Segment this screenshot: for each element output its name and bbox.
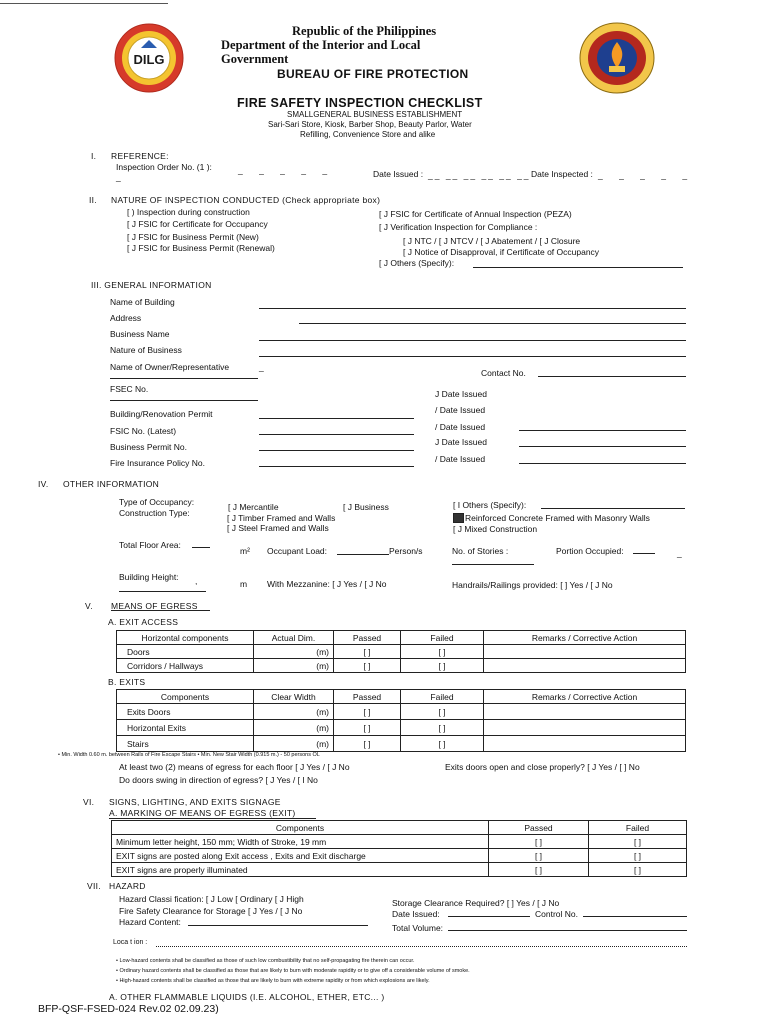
checklist-title: FIRE SAFETY INSPECTION CHECKLIST xyxy=(237,96,483,110)
section-4-title: OTHER INFORMATION xyxy=(63,479,160,489)
dimension-cell[interactable]: (m) xyxy=(254,659,334,673)
name-of-building-line[interactable] xyxy=(259,308,686,309)
owner-line[interactable] xyxy=(110,378,258,379)
remarks-cell[interactable] xyxy=(484,704,686,720)
occupancy-business[interactable]: [ J Business xyxy=(343,502,389,512)
location-line[interactable] xyxy=(156,946,687,947)
reference-date-inspected-label: Date Inspected : xyxy=(531,169,593,179)
passed-checkbox[interactable]: [ ] xyxy=(334,720,401,736)
remarks-cell[interactable] xyxy=(484,645,686,659)
exits-header: Passed xyxy=(334,690,401,704)
checklist-subtitle-1: SMALLGENERAL BUSINESS ESTABLISHMENT xyxy=(287,110,463,119)
failed-checkbox[interactable]: [ ] xyxy=(401,720,484,736)
exit-access-title: A. EXIT ACCESS xyxy=(108,617,179,627)
construction-type-label: Construction Type: xyxy=(119,508,190,518)
signage-header: Failed xyxy=(589,821,687,835)
section-4-number: IV. xyxy=(38,479,49,489)
renovation-permit-label: Building/Renovation Permit xyxy=(110,409,213,419)
handrails-option[interactable]: Handrails/Railings provided: [ ] Yes / [ J No xyxy=(452,580,613,590)
option-fsic-business-renewal[interactable]: [ J FSIC for Business Permit (Renewal) xyxy=(127,243,275,253)
insurance-date-line[interactable] xyxy=(519,463,686,464)
section-7-number: VII. xyxy=(87,881,101,891)
rc-checkbox[interactable] xyxy=(453,513,464,523)
exit-signage-table xyxy=(111,820,687,877)
hazard-classification[interactable]: Hazard Classi fication: [ J Low [ Ordinary [ J High xyxy=(119,894,304,904)
section-2-number: II. xyxy=(89,195,97,205)
renovation-permit-line[interactable] xyxy=(259,418,414,419)
insurance-line[interactable] xyxy=(259,466,414,467)
ordinary-hazard-note: • Ordinary hazard contents shall be classified as those that are likely to burn with moderate rapidity or to give off a considerable volume of smoke. xyxy=(116,968,470,974)
section-2-title: NATURE OF INSPECTION CONDUCTED (Check appropriate box) xyxy=(111,195,381,205)
table-row xyxy=(117,704,686,720)
section-1-title: REFERENCE: xyxy=(111,151,169,161)
business-permit-date-label: J Date Issued xyxy=(435,437,487,447)
reference-date-issued-label: Date Issued : xyxy=(373,169,424,179)
building-height-line[interactable] xyxy=(119,591,206,592)
width-cell[interactable]: (m) xyxy=(254,704,334,720)
renovation-date-issued-label: / Date Issued xyxy=(435,405,486,415)
passed-checkbox[interactable]: [ ] xyxy=(334,659,401,673)
republic-line: Republic of the Philippines xyxy=(292,24,437,38)
passed-checkbox[interactable]: [ ] xyxy=(334,704,401,720)
reference-date-issued-blank[interactable]: __ __ __ __ __ __ xyxy=(428,170,531,180)
option-fsic-annual-peza[interactable]: [ J FSIC for Certificate of Annual Inspection (PEZA) xyxy=(379,209,572,219)
control-no-label: Control No. xyxy=(535,909,578,919)
component-name: Corridors / Hallways xyxy=(117,659,254,673)
signage-component: EXIT signs are posted along Exit access , Exits and Exit discharge xyxy=(112,849,489,863)
component-name: Horizontal Exits xyxy=(117,720,254,736)
low-hazard-note: • Low-hazard contents shall be classified as those of such low combustibility that no self-propagating fire therein can occur. xyxy=(116,958,415,964)
exits-header: Components xyxy=(117,690,254,704)
exits-header-row xyxy=(117,690,686,704)
dilg-seal-icon xyxy=(113,22,185,94)
section-7-title: HAZARD xyxy=(109,881,146,891)
failed-checkbox[interactable]: [ ] xyxy=(401,704,484,720)
owner-label: Name of Owner/Representative xyxy=(110,362,230,372)
form-code: BFP-QSF-FSED-024 Rev.02 02.09.23) xyxy=(38,1003,219,1015)
department-line-1: Department of the Interior and Local xyxy=(221,38,421,52)
top-rule xyxy=(0,3,168,4)
type-of-occupancy-label: Type of Occupancy: xyxy=(119,497,195,507)
passed-checkbox[interactable]: [ ] xyxy=(334,736,401,752)
remarks-cell[interactable] xyxy=(484,720,686,736)
inspection-order-blank[interactable]: _ _ _ _ _ xyxy=(238,165,335,175)
business-name-label: Business Name xyxy=(110,329,170,339)
fsic-no-line[interactable] xyxy=(259,434,414,435)
address-label: Address xyxy=(110,313,142,323)
portion-occupied-line[interactable] xyxy=(633,553,655,554)
stories-line[interactable] xyxy=(452,564,534,565)
reference-date-inspected-blank[interactable]: _ _ _ _ _ xyxy=(598,170,695,180)
option-verification-ntc[interactable]: [ J NTC / [ J NTCV / [ J Abatement / [ J Closure xyxy=(403,236,581,246)
construction-steel[interactable]: [ J Steel Framed and Walls xyxy=(227,523,329,533)
fsec-no-line[interactable] xyxy=(110,400,258,401)
high-hazard-note: • High-hazard contents shall be classified as those that are likely to burn with extreme rapidity or from which explosions are likely. xyxy=(116,978,430,984)
option-fsic-occupancy[interactable]: [ J FSIC for Certificate for Occupancy xyxy=(127,219,268,229)
hazard-date-issued-label: Date Issued: xyxy=(392,909,440,919)
option-during-construction[interactable]: [ ) Inspection during construction xyxy=(127,207,250,217)
building-height-blank[interactable]: , xyxy=(195,576,198,586)
fsic-date-issued-line[interactable] xyxy=(519,430,686,431)
exits-table xyxy=(116,689,686,752)
exit-access-table xyxy=(116,630,686,673)
table-row xyxy=(117,645,686,659)
table-row xyxy=(112,835,687,849)
storage-clearance-option[interactable]: Fire Safety Clearance for Storage [ J Yes / [ J No xyxy=(119,906,303,916)
others-specify-line[interactable] xyxy=(473,267,683,268)
table-row xyxy=(117,720,686,736)
hazard-date-issued-line[interactable] xyxy=(448,916,530,917)
table-row xyxy=(117,659,686,673)
total-volume-line[interactable] xyxy=(448,930,687,931)
dilg-seal-text: DILG xyxy=(133,52,165,67)
exits-title: B. EXITS xyxy=(108,677,146,687)
section-6-title: SIGNS, LIGHTING, AND EXITS SIGNAGE xyxy=(109,797,281,807)
passed-checkbox[interactable]: [ ] xyxy=(489,863,589,877)
failed-checkbox[interactable]: [ ] xyxy=(401,645,484,659)
section-3-title: III. GENERAL INFORMATION xyxy=(91,280,212,290)
fsic-no-label: FSIC No. (Latest) xyxy=(110,426,177,436)
dimension-cell[interactable]: (m) xyxy=(254,645,334,659)
door-swing-question[interactable]: Do doors swing in direction of egress? [ J Yes / [ I No xyxy=(119,775,318,785)
exit-doors-open-question[interactable]: Exits doors open and close properly? [ J Yes / [ ] No xyxy=(445,762,640,772)
failed-checkbox[interactable]: [ ] xyxy=(589,849,687,863)
signage-header-row xyxy=(112,821,687,835)
occupant-load-unit: Person/s xyxy=(389,546,423,556)
fsec-no-label: FSEC No. xyxy=(110,384,149,394)
occupancy-others[interactable]: [ I Others (Specify): xyxy=(453,500,527,510)
fsec-date-issued-label: J Date Issued xyxy=(435,389,487,399)
floor-area-line[interactable] xyxy=(192,547,210,548)
occupant-load-label: Occupant Load: xyxy=(267,546,328,556)
signage-component: EXIT signs are properly illuminated xyxy=(112,863,489,877)
floor-area-unit: m² xyxy=(240,546,250,556)
marking-title: A. MARKING OF MEANS OF EGRESS (EXIT) xyxy=(109,808,296,818)
owner-blank[interactable]: _ xyxy=(259,362,264,372)
portion-occupied-label: Portion Occupied: xyxy=(556,546,624,556)
address-line[interactable] xyxy=(299,323,686,324)
signage-header: Passed xyxy=(489,821,589,835)
section-5-number: V. xyxy=(85,601,93,611)
nature-of-business-line[interactable] xyxy=(259,356,686,357)
checklist-subtitle-2: Sari-Sari Store, Kiosk, Barber Shop, Beauty Parlor, Water xyxy=(268,120,472,129)
construction-timber[interactable]: [ J Timber Framed and Walls xyxy=(227,513,336,523)
failed-checkbox[interactable]: [ ] xyxy=(401,736,484,752)
business-name-line[interactable] xyxy=(259,340,686,341)
occupant-load-line[interactable] xyxy=(337,554,389,555)
building-height-unit: m xyxy=(240,579,248,589)
passed-checkbox[interactable]: [ ] xyxy=(489,835,589,849)
control-no-line[interactable] xyxy=(583,916,687,917)
name-of-building-label: Name of Building xyxy=(110,297,175,307)
total-volume-label: Total Volume: xyxy=(392,923,444,933)
width-cell[interactable]: (m) xyxy=(254,736,334,752)
bfp-seal-icon xyxy=(578,22,656,94)
inspection-order-label: Inspection Order No. (1 ): xyxy=(116,162,212,172)
business-permit-label: Business Permit No. xyxy=(110,442,187,452)
passed-checkbox[interactable]: [ ] xyxy=(334,645,401,659)
table-row xyxy=(112,849,687,863)
insurance-label: Fire Insurance Policy No. xyxy=(110,458,205,468)
two-means-of-egress-question[interactable]: At least two (2) means of egress for each floor [ J Yes / [ J No xyxy=(119,762,350,772)
remarks-cell[interactable] xyxy=(484,736,686,752)
hazard-content-line[interactable] xyxy=(188,925,368,926)
exits-header: Clear Width xyxy=(254,690,334,704)
failed-checkbox[interactable]: [ ] xyxy=(589,835,687,849)
exit-access-header: Actual Dim. xyxy=(254,631,334,645)
marking-underline xyxy=(109,818,316,819)
component-name: Doors xyxy=(117,645,254,659)
occupancy-others-line[interactable] xyxy=(541,508,685,509)
exit-access-header: Remarks / Corrective Action xyxy=(484,631,686,645)
section-6-number: VI. xyxy=(83,797,95,807)
insurance-date-label: / Date Issued xyxy=(435,454,486,464)
checklist-subtitle-3: Refilling, Convenience Store and alike xyxy=(300,130,436,139)
table-row xyxy=(117,736,686,752)
section-1-number: I. xyxy=(91,151,97,161)
passed-checkbox[interactable]: [ ] xyxy=(489,849,589,863)
section-5-title: MEANS OF EGRESS xyxy=(111,601,198,611)
stair-width-note: • Min. Width 0.60 m. between Rails of Fire Escape Stairs • Min. New Stair Width (0.915 m.) - 50 persons OL xyxy=(58,752,320,758)
section-5-underline xyxy=(111,610,210,611)
exits-header: Remarks / Corrective Action xyxy=(484,690,686,704)
width-cell[interactable]: (m) xyxy=(254,720,334,736)
bureau-line: BUREAU OF FIRE PROTECTION xyxy=(277,67,469,81)
exit-access-header: Passed xyxy=(334,631,401,645)
exit-access-header: Horizontal components xyxy=(117,631,254,645)
component-name: Stairs xyxy=(117,736,254,752)
signage-component: Minimum letter height, 150 mm; Width of Stroke, 19 mm xyxy=(112,835,489,849)
business-permit-line[interactable] xyxy=(259,450,414,451)
building-height-label: Building Height: xyxy=(119,572,179,582)
fsic-date-issued-label: / Date Issued xyxy=(435,422,486,432)
business-permit-date-line[interactable] xyxy=(519,446,686,447)
stories-label: No. of Stories : xyxy=(452,546,509,556)
mezzanine-option[interactable]: With Mezzanine: [ J Yes / [ J No xyxy=(267,579,387,589)
storage-required-option[interactable]: Storage Clearance Required? [ ] Yes / [ J No xyxy=(392,898,560,908)
option-fsic-business-new[interactable]: [ J FSIC for Business Permit (New) xyxy=(127,232,259,242)
exits-header: Failed xyxy=(401,690,484,704)
construction-mixed[interactable]: [ J Mixed Construction xyxy=(453,524,538,534)
occupancy-mercantile[interactable]: [ J Mercantile xyxy=(228,502,279,512)
inspection-order-blank-2[interactable]: _ xyxy=(116,172,121,182)
failed-checkbox[interactable]: [ ] xyxy=(401,659,484,673)
nature-of-business-label: Nature of Business xyxy=(110,345,182,355)
option-verification[interactable]: [ J Verification Inspection for Compliance : xyxy=(379,222,538,232)
construction-reinforced-concrete[interactable]: Reinforced Concrete Framed with Masonry Walls xyxy=(465,513,650,523)
flammable-liquids-title: A. OTHER FLAMMABLE LIQUIDS (I.E. ALCOHOL, ETHER, ETC... ) xyxy=(109,992,385,1002)
floor-area-label: Total Floor Area: xyxy=(119,540,181,550)
portion-occupied-blank[interactable]: _ xyxy=(677,548,682,558)
remarks-cell[interactable] xyxy=(484,659,686,673)
failed-checkbox[interactable]: [ ] xyxy=(589,863,687,877)
option-verification-disapproval[interactable]: [ J Notice of Disapproval, if Certificate of Occupancy xyxy=(403,247,600,257)
exit-access-header-row xyxy=(117,631,686,645)
contact-no-line[interactable] xyxy=(538,376,686,377)
hazard-content-label: Hazard Content: xyxy=(119,917,181,927)
table-row xyxy=(112,863,687,877)
option-others[interactable]: [ J Others (Specify): xyxy=(379,258,455,268)
location-label: Loca t ion : xyxy=(113,939,148,946)
component-name: Exits Doors xyxy=(117,704,254,720)
contact-no-label: Contact No. xyxy=(481,368,526,378)
signage-header: Components xyxy=(112,821,489,835)
exit-access-header: Failed xyxy=(401,631,484,645)
department-line-2: Government xyxy=(221,52,289,66)
